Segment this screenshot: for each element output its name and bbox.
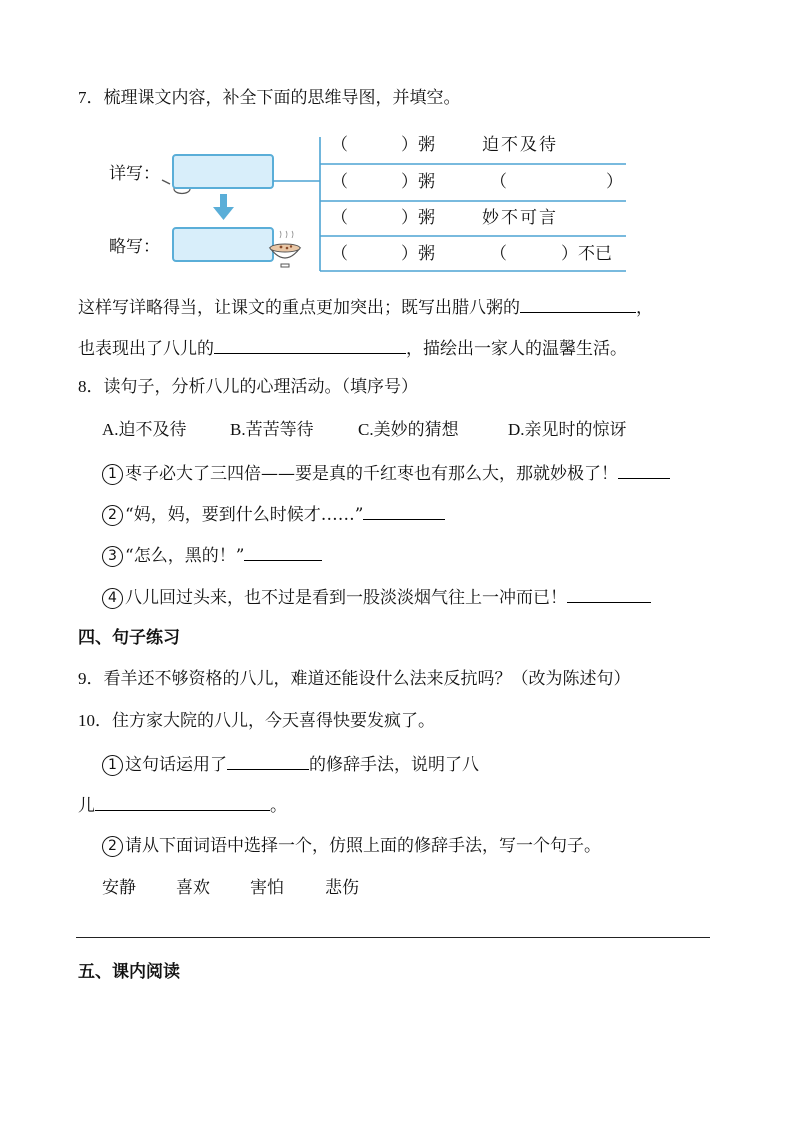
q7-fill-2-end: ，描绘出一家人的温馨生活。	[406, 339, 627, 359]
word-choice-3: 害怕	[250, 878, 284, 898]
q10-sub1-text3: 儿	[78, 796, 95, 816]
row4-open: （	[331, 244, 348, 264]
q8-text: 读句子，分析八儿的心理活动。（填序号）	[103, 377, 418, 397]
detail-answer-box	[173, 155, 273, 188]
option-a	[102, 418, 187, 442]
q8-line	[78, 375, 418, 399]
q8-item-4	[102, 584, 651, 610]
row3-close: ）粥	[401, 208, 435, 228]
row2-right-close: ）	[606, 172, 623, 192]
word-choice-4: 悲伤	[325, 878, 359, 898]
answer-line[interactable]	[76, 937, 710, 938]
q8-item-3	[102, 542, 322, 568]
q8-number: 8．	[78, 377, 104, 396]
mindmap-diagram	[160, 130, 630, 278]
answer-blank[interactable]	[363, 501, 445, 520]
q9-number: 9．	[78, 669, 104, 688]
option-d	[508, 418, 627, 442]
q10-text: 住方家大院的八儿，今天喜得快要发疯了。	[112, 711, 435, 731]
q10-sub1-text2: 的修辞手法，说明了八	[309, 755, 479, 775]
answer-blank[interactable]	[95, 792, 270, 811]
q10-sub1	[102, 751, 479, 777]
q10-line	[78, 709, 435, 733]
q10-sub2-text: 请从下面词语中选择一个，仿照上面的修辞手法，写一个句子。	[125, 836, 601, 856]
row4-right-close: ）不已	[561, 244, 612, 264]
answer-blank[interactable]	[227, 751, 309, 770]
q7-fill-line-2	[78, 335, 627, 361]
q7-fill-line-1	[78, 294, 653, 320]
down-arrow-icon	[213, 194, 234, 220]
answer-blank[interactable]	[520, 294, 636, 313]
option-text: 美妙的猜想	[373, 420, 459, 440]
q7-line	[78, 86, 461, 110]
q10-number: 10．	[78, 711, 112, 730]
option-letter: A.	[102, 420, 119, 439]
option-text: 亲见时的惊讶	[524, 420, 627, 440]
word-choice-1: 安静	[102, 878, 136, 898]
section-4-title: 四、句子练习	[78, 628, 180, 648]
circled-number: 4	[102, 588, 123, 609]
option-text: 苦苦等待	[245, 420, 314, 440]
q8-item-1	[102, 460, 670, 486]
q7-text: 梳理课文内容，补全下面的思维导图，并填空。	[103, 88, 461, 108]
brief-label: 略写：	[109, 237, 160, 257]
row2-right-open: （	[490, 172, 507, 192]
row1-right: 迫不及待	[482, 135, 558, 155]
answer-blank[interactable]	[214, 335, 406, 354]
row4-right-open: （	[490, 244, 507, 264]
option-c	[358, 418, 459, 442]
option-letter: D.	[508, 420, 525, 439]
q8-item-text: “妈，妈，要到什么时候才……”	[125, 505, 364, 525]
row1-close: ）粥	[401, 135, 435, 155]
row2-open: （	[331, 172, 348, 192]
option-b	[230, 418, 314, 442]
q10-sub1-text: 这句话运用了	[125, 755, 227, 775]
answer-blank[interactable]	[618, 460, 670, 479]
option-letter: B.	[230, 420, 246, 439]
row3-open: （	[331, 208, 348, 228]
answer-blank[interactable]	[244, 542, 322, 561]
q7-fill-2-text: 也表现出了八儿的	[78, 339, 214, 359]
brief-answer-box	[173, 228, 273, 261]
q8-item-text: “怎么，黑的！”	[125, 546, 245, 566]
q7-number: 7．	[78, 88, 104, 107]
word-choice-2: 喜欢	[176, 878, 210, 898]
circled-number: 2	[102, 836, 123, 857]
q8-item-text: 枣子必大了三四倍——要是真的千红枣也有那么大，那就妙极了！	[125, 464, 618, 484]
q10-sub2	[102, 834, 601, 858]
row1-open: （	[331, 135, 348, 155]
row2-close: ）粥	[401, 172, 435, 192]
answer-blank[interactable]	[567, 584, 651, 603]
q10-sub1-cont	[78, 792, 287, 818]
section-5-title: 五、课内阅读	[78, 962, 180, 982]
circled-number: 3	[102, 546, 123, 567]
circled-number: 1	[102, 464, 123, 485]
option-letter: C.	[358, 420, 374, 439]
q7-fill-1-end: ，	[636, 298, 653, 318]
q8-item-2	[102, 501, 445, 527]
detail-label: 详写：	[109, 164, 160, 184]
row4-close: ）粥	[401, 244, 435, 264]
circled-number: 2	[102, 505, 123, 526]
option-text: 迫不及待	[118, 420, 187, 440]
q8-item-text: 八儿回过头来，也不过是看到一股淡淡烟气往上一冲而已！	[125, 588, 567, 608]
porridge-bowl-icon	[270, 231, 300, 267]
q10-sub1-end: 。	[270, 796, 287, 816]
q9-line	[78, 667, 631, 691]
circled-number: 1	[102, 755, 123, 776]
q7-fill-1-text: 这样写详略得当，让课文的重点更加突出；既写出腊八粥的	[78, 298, 520, 318]
row3-right: 妙不可言	[482, 208, 558, 228]
q9-text: 看羊还不够资格的八儿，难道还能设什么法来反抗吗？（改为陈述句）	[103, 669, 631, 689]
